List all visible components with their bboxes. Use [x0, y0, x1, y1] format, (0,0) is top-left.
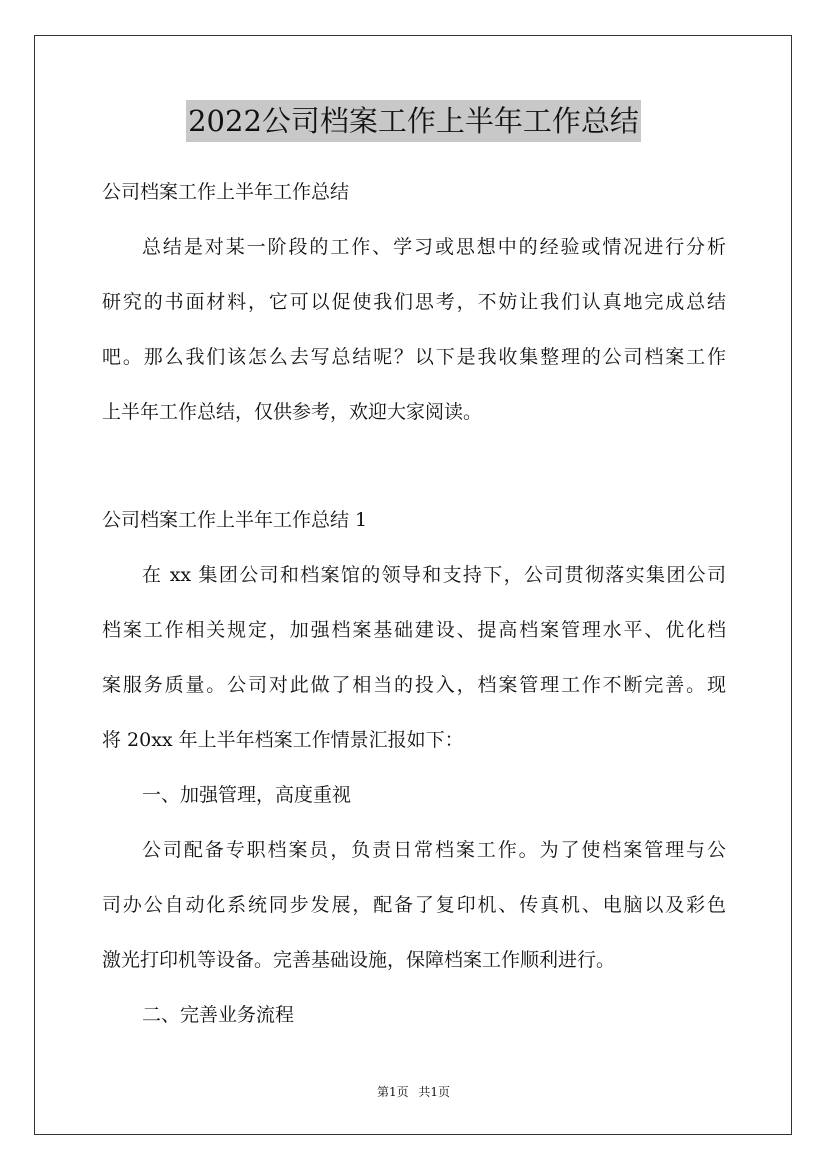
- intro-line: 吧。那么我们该怎么去写总结呢？以下是我收集整理的公司档案工作: [102, 346, 726, 368]
- intro-line: 上半年工作总结，仅供参考，欢迎大家阅读。: [102, 401, 483, 423]
- document-title: 2022公司档案工作上半年工作总结: [186, 100, 641, 142]
- subheading-one: 一、加强管理，高度重视: [142, 784, 352, 806]
- section-heading: 公司档案工作上半年工作总结 1: [102, 509, 368, 531]
- page-number: 第1页: [376, 1085, 409, 1099]
- intro-line: 总结是对某一阶段的工作、学习或思想中的经验或情况进行分析: [142, 236, 726, 258]
- title-area: [0, 100, 827, 142]
- page-total: 共1页: [418, 1085, 451, 1099]
- subheading-two: 二、完善业务流程: [142, 1004, 295, 1026]
- section1-line: 案服务质量。公司对此做了相当的投入，档案管理工作不断完善。现: [102, 674, 726, 696]
- para-one-line: 司办公自动化系统同步发展，配备了复印机、传真机、电脑以及彩色: [102, 894, 726, 916]
- section1-line: 在 xx 集团公司和档案馆的领导和支持下，公司贯彻落实集团公司: [142, 564, 726, 586]
- intro-line: 研究的书面材料，它可以促使我们思考，不妨让我们认真地完成总结: [102, 291, 726, 313]
- para-one-line: 公司配备专职档案员，负责日常档案工作。为了使档案管理与公: [142, 839, 726, 861]
- section1-line: 将 20xx 年上半年档案工作情景汇报如下：: [102, 729, 464, 751]
- para-one-line: 激光打印机等设备。完善基础设施，保障档案工作顺利进行。: [102, 949, 616, 971]
- page-footer: [0, 1083, 827, 1100]
- document-subtitle: 公司档案工作上半年工作总结: [102, 181, 350, 203]
- section1-line: 档案工作相关规定，加强档案基础建设、提高档案管理水平、优化档: [102, 619, 726, 641]
